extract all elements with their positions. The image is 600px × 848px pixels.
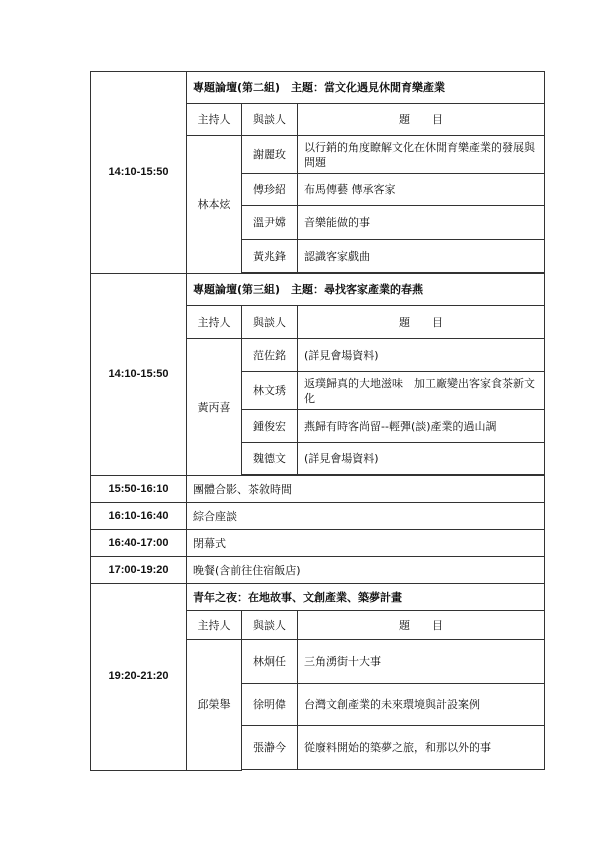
table-row — [91, 503, 545, 530]
speaker-name: 傅珍紹 — [242, 174, 298, 206]
host-name: 邱榮舉 — [187, 640, 242, 771]
host-column-header: 主持人 — [187, 104, 242, 136]
time-cell: 19:20-21:20 — [91, 584, 187, 771]
time-cell: 16:10-16:40 — [91, 503, 187, 530]
topic-text: 以行銷的角度瞭解文化在休閒育樂產業的發展與問題 — [298, 136, 545, 174]
topic-text: 返璞歸真的大地滋味 加工廠變出客家食茶新文化 — [298, 372, 545, 410]
speaker-column-header: 與談人 — [242, 104, 298, 136]
topic-text: 布馬傳藝 傳承客家 — [298, 174, 545, 206]
table-row — [91, 476, 545, 503]
time-cell: 14:10-15:50 — [91, 274, 187, 476]
session-title: 專題論壇(第二組) 主題：當文化遇見休閒育樂產業 — [187, 72, 545, 104]
topic-text: (詳見會場資料) — [298, 339, 545, 372]
topic-text: 台灣文創產業的未來環境與計設案例 — [298, 684, 545, 726]
time-cell: 15:50-16:10 — [91, 476, 187, 503]
agenda-text: 閉幕式 — [187, 530, 545, 557]
topic-column-header: 題 目 — [298, 104, 545, 136]
topic-text: 從廢料開始的築夢之旅，和那以外的事 — [298, 726, 545, 770]
table-row — [91, 530, 545, 557]
speaker-name: 溫尹嫦 — [242, 206, 298, 240]
group3-header-row — [91, 274, 545, 306]
host-column-header: 主持人 — [187, 611, 242, 640]
speaker-name: 林文琇 — [242, 372, 298, 410]
host-name: 林本炫 — [187, 136, 242, 274]
agenda-text: 團體合影、茶敘時間 — [187, 476, 545, 503]
topic-text: 音樂能做的事 — [298, 206, 545, 240]
speaker-name: 徐明偉 — [242, 684, 298, 726]
topic-text: (詳見會場資料) — [298, 443, 545, 475]
agenda-text: 晚餐(含前往住宿飯店) — [187, 557, 545, 584]
topic-text: 認識客家戲曲 — [298, 240, 545, 273]
youth-header-row — [91, 584, 545, 611]
table-row — [91, 557, 545, 584]
speaker-name: 鍾俊宏 — [242, 410, 298, 443]
speaker-column-header: 與談人 — [242, 306, 298, 339]
session-title: 青年之夜：在地故事、文創產業、築夢計畫 — [187, 584, 545, 611]
speaker-name: 范佐銘 — [242, 339, 298, 372]
time-cell: 16:40-17:00 — [91, 530, 187, 557]
host-name: 黃丙喜 — [187, 339, 242, 476]
host-column-header: 主持人 — [187, 306, 242, 339]
topic-column-header: 題 目 — [298, 306, 545, 339]
session-title: 專題論壇(第三組) 主題：尋找客家產業的春燕 — [187, 274, 545, 306]
speaker-name: 黃兆鋒 — [242, 240, 298, 273]
speaker-name: 謝麗玫 — [242, 136, 298, 174]
agenda-text: 綜合座談 — [187, 503, 545, 530]
speaker-name: 林炯任 — [242, 640, 298, 684]
topic-text: 三角湧街十大事 — [298, 640, 545, 684]
speaker-column-header: 與談人 — [242, 611, 298, 640]
topic-text: 燕歸有時客尚留--輕彈(談)產業的過山調 — [298, 410, 545, 443]
time-cell: 14:10-15:50 — [91, 72, 187, 274]
topic-column-header: 題 目 — [298, 611, 545, 640]
speaker-name: 張瀞今 — [242, 726, 298, 770]
schedule-table — [90, 71, 545, 771]
speaker-name: 魏德文 — [242, 443, 298, 475]
group2-header-row — [91, 72, 545, 104]
time-cell: 17:00-19:20 — [91, 557, 187, 584]
